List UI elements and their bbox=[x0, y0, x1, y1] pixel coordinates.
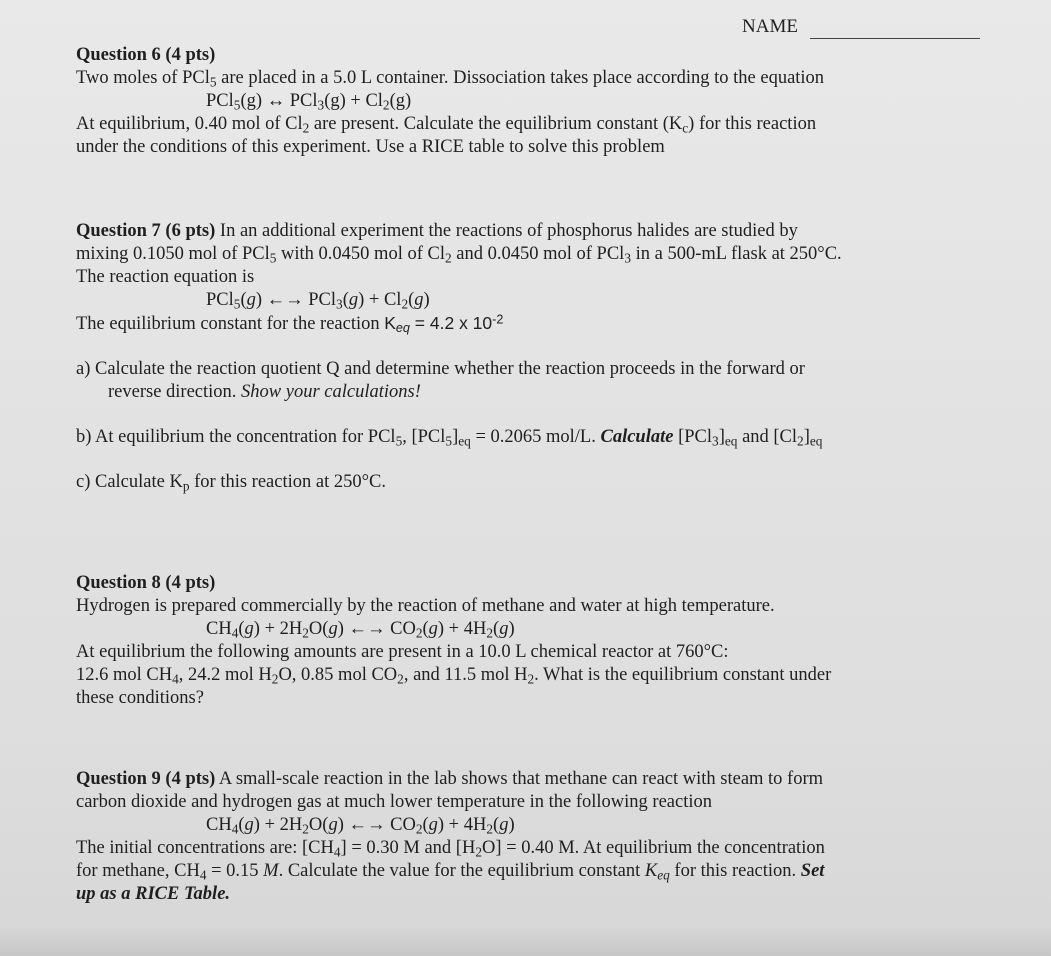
question-7-intro: In an additional experiment the reactions of phosphorus halides are studied by bbox=[219, 221, 798, 241]
question-7-line-1 bbox=[76, 220, 842, 243]
question-6-line-3: under the conditions of this experiment. Use a RICE table to solve this problem bbox=[76, 137, 665, 157]
question-8-title: Question 8 (4 pts) bbox=[76, 573, 216, 593]
question-9-title: Question 9 (4 pts) bbox=[76, 769, 216, 789]
question-7-part-a-line-1: a) Calculate the reaction quotient Q and determine whether the reaction proceeds in the forward or bbox=[76, 359, 805, 379]
question-8-line-4: these conditions? bbox=[76, 688, 204, 708]
question-8-equation: $CH_4(g) + 2H_2O(g)$ ←→ $CO_2(g) + 4H_2(g)$ bbox=[206, 619, 515, 641]
name-label: NAME bbox=[742, 16, 798, 37]
question-6-equation: PCl$_5$(g) ↔ $PCl_3(g) + Cl_2(g)$ bbox=[206, 91, 412, 113]
question-7 bbox=[76, 220, 842, 494]
question-7-keq-line: The equilibrium constant for the reaction $K_{eq} = 4.2$ x $10^{-2}$ bbox=[76, 312, 504, 336]
question-8-line-1: Hydrogen is prepared commercially by the reaction of methane and water at high temperature. bbox=[76, 596, 775, 616]
question-7-title: Question 7 (6 pts) bbox=[76, 221, 216, 241]
name-blank-line bbox=[810, 38, 980, 39]
question-7-equation: PCl$_5$(g) ←→ $PCl_3(g) + Cl_2(g)$ bbox=[206, 290, 430, 312]
question-6 bbox=[76, 44, 824, 159]
question-7-part-b: b) At equilibrium the concentration for PCl$_5$, $[PCl_5]_{eq} = 0.2065$ mol/L. Calculate $[PCl_3]_{eq}$ and $[Cl_2]_{eq}$ bbox=[76, 427, 823, 449]
question-9-line-1 bbox=[76, 768, 825, 791]
question-7-part-a-line-2: reverse direction. Show your calculations! bbox=[108, 382, 421, 402]
question-6-title: Question 6 (4 pts) bbox=[76, 45, 216, 65]
question-9-line-3: The initial concentrations are: $[CH_4] = 0.30$ M and $[H_2O] = 0.40$ M. At equilibrium the concentration bbox=[76, 838, 825, 860]
question-9-line-2: carbon dioxide and hydrogen gas at much lower temperature in the following reaction bbox=[76, 792, 712, 812]
question-7-line-2: mixing 0.1050 mol of PCl$_5$ with 0.0450 mol of $Cl_2$ and 0.0450 mol of PCl$_3$ in a 500-mL flask at 250°C. bbox=[76, 244, 842, 266]
question-8-line-2: At equilibrium the following amounts are present in a 10.0 L chemical reactor at 760°C: bbox=[76, 642, 729, 662]
question-7-part-c: c) Calculate $K_p$ for this reaction at 250°C. bbox=[76, 472, 386, 494]
question-9-line-4: for methane, $CH_4 = 0.15$ M. Calculate the value for the equilibrium constant $K_{eq}$ for this reaction. Set bbox=[76, 861, 825, 883]
question-6-line-1: Two moles of PCl$_5$ are placed in a 5.0 L container. Dissociation takes place according to the equation bbox=[76, 68, 825, 90]
question-9-intro: A small-scale reaction in the lab shows that methane can react with steam to form bbox=[218, 769, 824, 789]
question-8-line-3: 12.6 mol $CH_4$, 24.2 mol $H_2O$, 0.85 mol $CO_2$, and 11.5 mol $H_2$. What is the equilibrium constant under bbox=[76, 665, 832, 687]
question-9 bbox=[76, 768, 825, 906]
question-7-line-3: The reaction equation is bbox=[76, 267, 255, 287]
question-6-line-2: At equilibrium, 0.40 mol of $Cl_2$ are present. Calculate the equilibrium constant $(K_c)$ for this reaction bbox=[76, 114, 817, 136]
question-9-equation: $CH_4(g) + 2H_2O(g)$ ←→ $CO_2(g) + 4H_2(g)$ bbox=[206, 815, 515, 837]
bottom-shadow bbox=[0, 926, 1051, 956]
question-8 bbox=[76, 572, 831, 710]
question-9-line-5: up as a RICE Table. bbox=[76, 884, 231, 904]
